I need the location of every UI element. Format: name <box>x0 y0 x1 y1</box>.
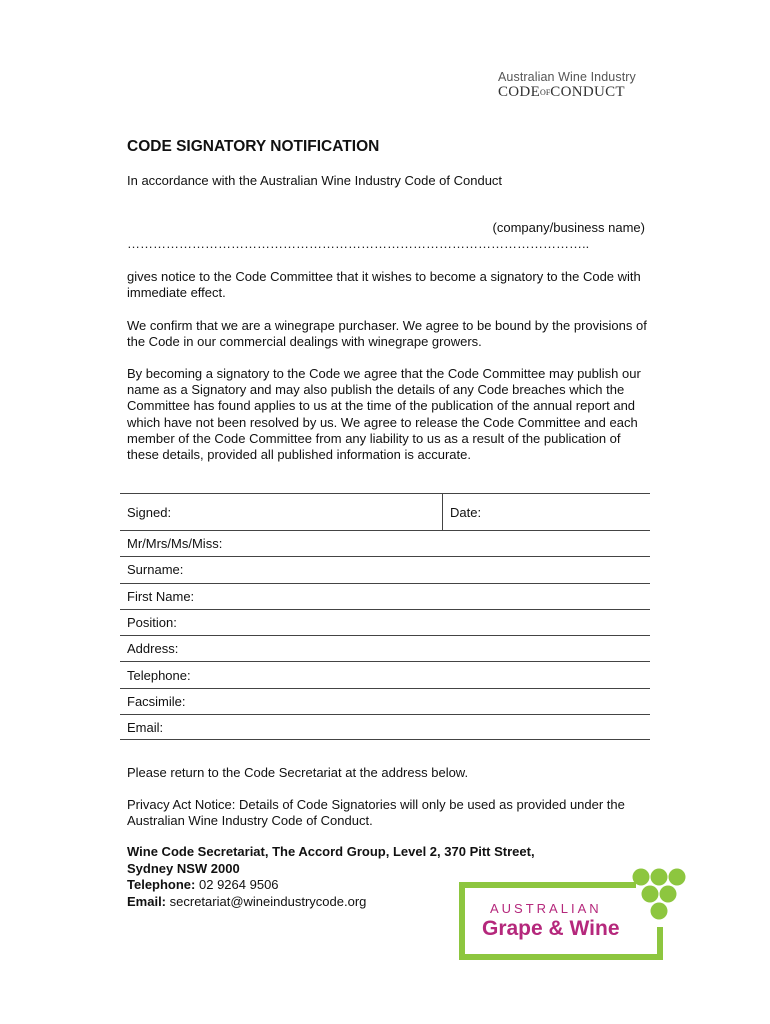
signatory-paragraph: By becoming a signatory to the Code we agree that the Code Committee may publish our name as a Signatory and may also publish the details of any Code breaches which the Committee has found applies to us at the time of the publication of the annual report and which have not been resolved by us. We agree to release the Code Committee and each member of the Code Committee from any liability to us as a result of the publication of these details, provided all published information is accurate. <box>127 366 641 463</box>
telephone-label: Telephone: <box>127 667 191 683</box>
email-line: Email: secretariat@wineindustrycode.org <box>127 893 367 909</box>
agw-logo-line-1: AUSTRALIAN <box>490 901 602 916</box>
surname-label: Surname: <box>127 562 184 578</box>
code-of-conduct-logo <box>498 70 643 101</box>
logo-line-1: Australian Wine Industry <box>498 70 636 84</box>
grape-icon <box>651 903 668 920</box>
address-line-2: Sydney NSW 2000 <box>127 860 240 876</box>
facsimile-field[interactable] <box>120 688 650 714</box>
date-label: Date: <box>450 504 482 520</box>
australian-grape-and-wine-logo <box>458 865 690 961</box>
address-label: Address: <box>127 641 179 657</box>
company-name-field[interactable] <box>127 220 645 252</box>
logo-line-2: CODEOFCONDUCT <box>498 84 625 100</box>
position-label: Position: <box>127 615 177 631</box>
position-field[interactable] <box>120 609 650 635</box>
notice-paragraph: gives notice to the Code Committee that it wishes to become a signatory to the Code with immediate effect. <box>127 269 641 301</box>
grape-icon <box>633 869 650 886</box>
signed-field[interactable] <box>120 494 443 530</box>
first-name-label: First Name: <box>127 588 195 604</box>
email-label: Email: <box>127 719 164 735</box>
grape-icon <box>651 869 668 886</box>
grape-icon <box>642 886 659 903</box>
intro-text: In accordance with the Australian Wine Industry Code of Conduct <box>127 173 503 188</box>
grape-icon <box>660 886 677 903</box>
company-name-label: (company/business name) <box>492 220 645 235</box>
telephone-line: Telephone: 02 9264 9506 <box>127 877 279 892</box>
company-dotted-line: …………………………………………………………………………………………….. <box>127 236 590 251</box>
address-line-1: Wine Code Secretariat, The Accord Group, Level 2, 370 Pitt Street, <box>127 844 535 859</box>
signed-label: Signed: <box>127 504 172 520</box>
email-link[interactable]: secretariat@wineindustrycode.org <box>169 893 367 909</box>
signatory-form <box>120 493 650 740</box>
email-field[interactable] <box>120 714 650 740</box>
grape-icon <box>669 869 686 886</box>
date-field[interactable] <box>443 505 481 520</box>
title-label: Mr/Mrs/Ms/Miss: <box>127 536 223 552</box>
agw-logo-line-2: Grape & Wine <box>482 917 620 940</box>
telephone-field[interactable] <box>120 661 650 687</box>
facsimile-label: Facsimile: <box>127 693 186 709</box>
title-field[interactable] <box>120 530 650 556</box>
signed-date-row <box>120 493 650 530</box>
page-title: CODE SIGNATORY NOTIFICATION <box>127 138 380 155</box>
surname-field[interactable] <box>120 556 650 582</box>
first-name-field[interactable] <box>120 583 650 609</box>
address-field[interactable] <box>120 635 650 661</box>
privacy-notice: Privacy Act Notice: Details of Code Signatories will only be used as provided under the Australian Wine Industry Code of Conduct. <box>127 797 625 829</box>
confirm-paragraph: We confirm that we are a winegrape purchaser. We agree to be bound by the provisions of the Code in our commercial dealings with winegrape growers. <box>127 318 647 350</box>
return-note: Please return to the Code Secretariat at the address below. <box>127 765 469 780</box>
